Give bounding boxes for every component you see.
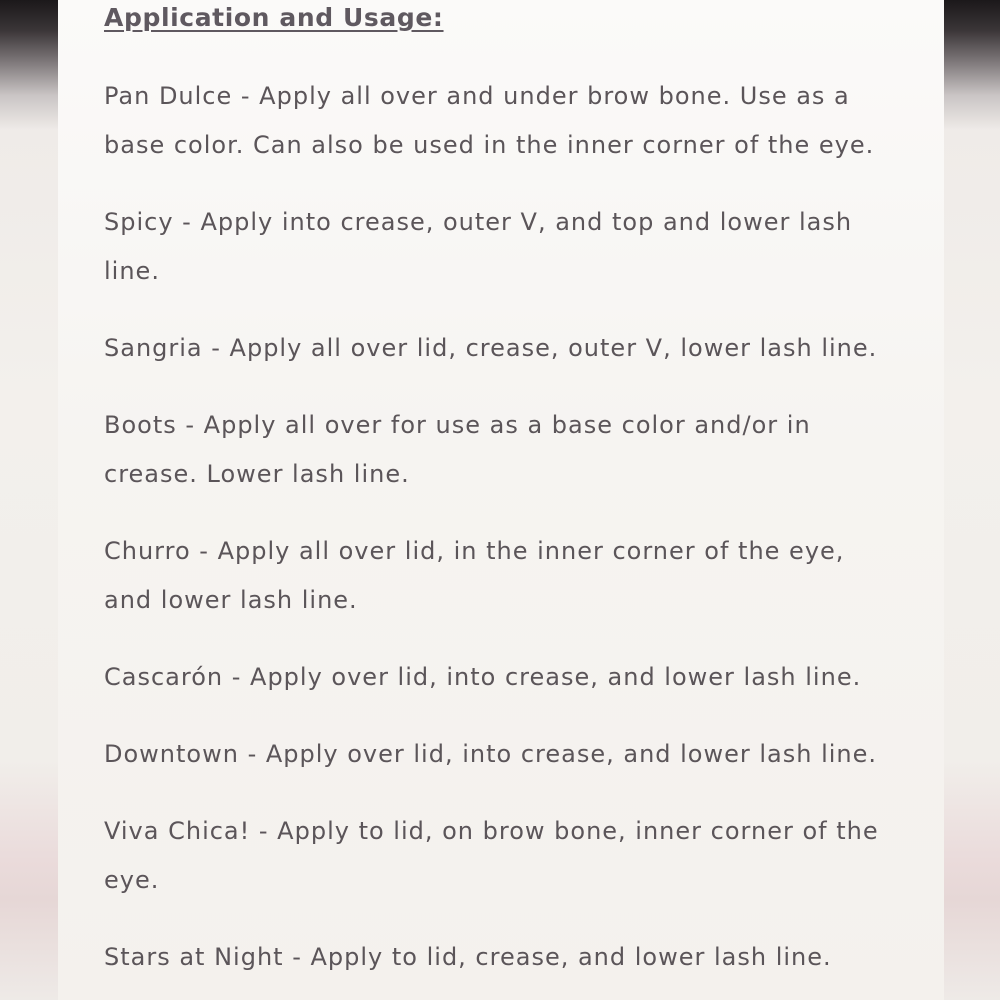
right-background-edge	[944, 0, 1000, 1000]
usage-entry-boots	[104, 401, 914, 499]
usage-entry-sangria	[104, 324, 914, 373]
usage-entry-stars-at-night	[104, 933, 914, 982]
usage-entry-pan-dulce	[104, 72, 914, 170]
content-panel	[58, 0, 944, 1000]
entry-line: Pan Dulce - Apply all over and under brow bone. Use as a	[104, 82, 850, 110]
entry-line: line.	[104, 257, 160, 285]
left-background-edge	[0, 0, 58, 1000]
section-heading: Application and Usage:	[104, 3, 444, 32]
entry-line: Sangria - Apply all over lid, crease, outer V, lower lash line.	[104, 334, 878, 362]
usage-list	[104, 72, 914, 1000]
usage-entry-viva-chica	[104, 807, 914, 905]
entry-line: Downtown - Apply over lid, into crease, and lower lash line.	[104, 740, 878, 768]
entry-line: Viva Chica! - Apply to lid, on brow bone, inner corner of the	[104, 817, 879, 845]
usage-entry-spicy	[104, 198, 914, 296]
entry-line: Spicy - Apply into crease, outer V, and top and lower lash	[104, 208, 853, 236]
entry-line: base color. Can also be used in the inner corner of the eye.	[104, 131, 875, 159]
entry-line: eye.	[104, 866, 160, 894]
entry-line: Boots - Apply all over for use as a base color and/or in	[104, 411, 811, 439]
usage-entry-churro	[104, 527, 914, 625]
usage-entry-cascaron	[104, 653, 914, 702]
entry-line: Stars at Night - Apply to lid, crease, and lower lash line.	[104, 943, 832, 971]
entry-line: Churro - Apply all over lid, in the inner corner of the eye,	[104, 537, 845, 565]
usage-entry-downtown	[104, 730, 914, 779]
entry-line: crease. Lower lash line.	[104, 460, 410, 488]
entry-line: Cascarón - Apply over lid, into crease, and lower lash line.	[104, 663, 862, 691]
entry-line: and lower lash line.	[104, 586, 358, 614]
